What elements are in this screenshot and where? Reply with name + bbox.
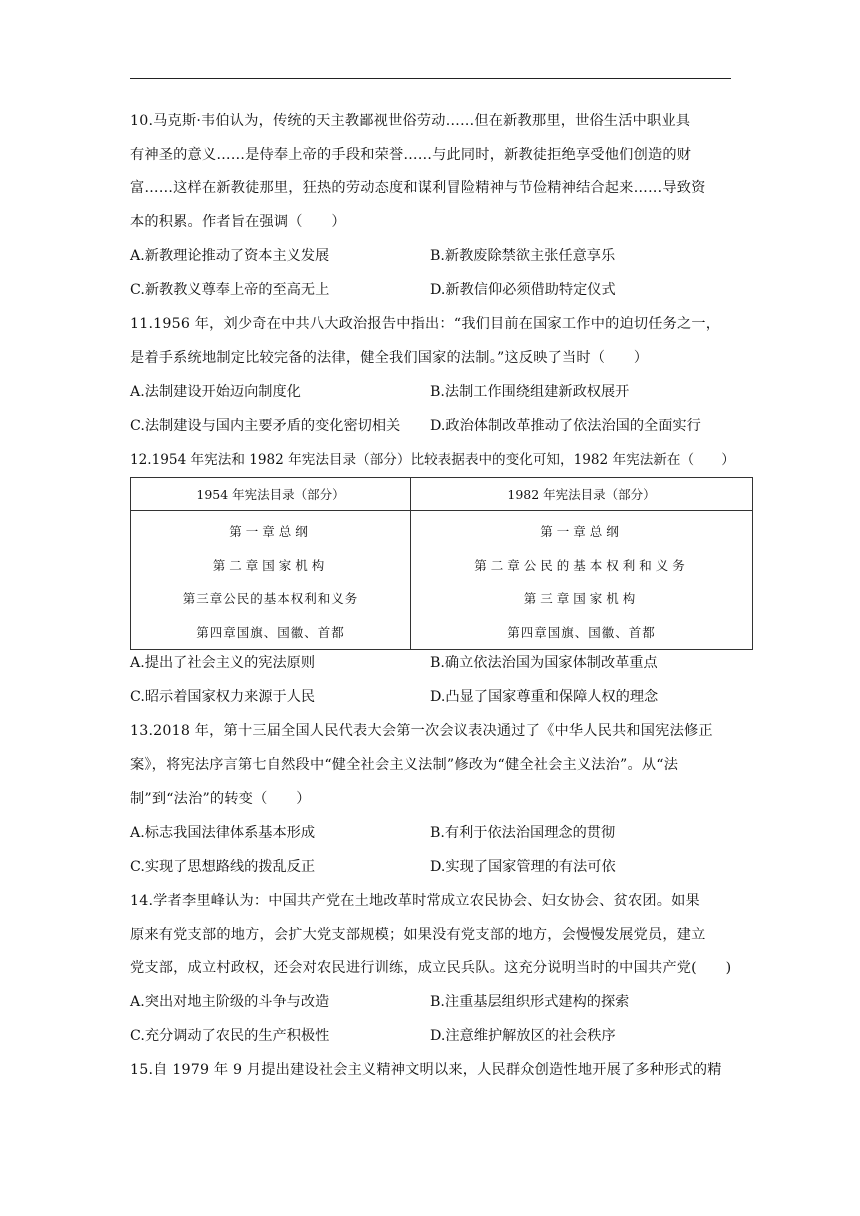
question-text: 原来有党支部的地方，会扩大党支部规模；如果没有党支部的地方，会慢慢发展党员，建立: [130, 927, 706, 943]
table-cell: 第三章国家机构: [523, 591, 640, 606]
option-d: D.新教信仰必须借助特定仪式: [430, 282, 616, 298]
table-cell: 第四章国旗、国徽、首都: [196, 624, 345, 640]
header-rule: [130, 78, 731, 79]
option-b: B.注重基层组织形式建构的探索: [430, 994, 630, 1010]
question-text: 10.马克斯·韦伯认为，传统的天主教鄙视世俗劳动……但在新教那里，世俗生活中职业具: [130, 113, 691, 129]
option-c: C.昭示着国家权力来源于人民: [130, 689, 316, 705]
option-d: D.政治体制改革推动了依法治国的全面实行: [430, 418, 701, 434]
option-c: C.新教教义尊奉上帝的至高无上: [130, 282, 330, 298]
option-a: A.突出对地主阶级的斗争与改造: [130, 994, 330, 1010]
question-text: 15.自 1979 年 9 月提出建设社会主义精神文明以来，人民群众创造性地开展了多种形式的精: [130, 1062, 722, 1078]
question-text: 富……这样在新教徒那里，狂热的劳动态度和谋利冒险精神与节俭精神结合起来……导致资: [130, 180, 706, 196]
constitution-comparison-table: [130, 477, 753, 650]
option-b: B.确立依法治国为国家体制改革重点: [430, 655, 658, 671]
option-c: C.充分调动了农民的生产积极性: [130, 1028, 330, 1044]
option-a: A.提出了社会主义的宪法原则: [130, 655, 316, 671]
table-cell: 第一章总纲: [540, 524, 623, 539]
table-cell: 第二章国家机构: [212, 557, 329, 573]
table-cell: 第三章公民的基本权利和义务: [182, 591, 359, 606]
table-column-1954: [131, 511, 411, 650]
option-c: C.实现了思想路线的拨乱反正: [130, 859, 316, 875]
option-c: C.法制建设与国内主要矛盾的变化密切相关: [130, 418, 401, 434]
table-cell: 第二章公民的基本权利和义务: [474, 557, 689, 573]
question-text: 案》，将宪法序言第七自然段中“健全社会主义法制”修改为“健全社会主义法治”。从“法: [130, 757, 679, 773]
question-text: 13.2018 年，第十三届全国人民代表大会第一次会议表决通过了《中华人民共和国宪法修正: [130, 723, 713, 739]
question-text: 是着手系统地制定比较完备的法律，健全我们国家的法制。”这反映了当时（ ）: [130, 350, 649, 366]
option-a: A.法制建设开始迈向制度化: [130, 384, 301, 400]
option-b: B.有利于依法治国理念的贯彻: [430, 825, 616, 841]
question-text: 12.1954 年宪法和 1982 年宪法目录（部分）比较表据表中的变化可知，1982 年宪法新在（ ）: [130, 452, 735, 468]
option-d: D.注意维护解放区的社会秩序: [430, 1028, 616, 1044]
question-text: 制”到“法治”的转变（ ）: [130, 791, 311, 807]
question-text: 有神圣的意义……是侍奉上帝的手段和荣誉……与此同时，新教徒拒绝享受他们创造的财: [130, 147, 692, 163]
table-header-1954: 1954 年宪法目录（部分）: [131, 478, 411, 511]
option-a: A.新教理论推动了资本主义发展: [130, 248, 330, 264]
table-cell: 第四章国旗、国徽、首都: [507, 624, 656, 640]
question-text: 14.学者李里峰认为：中国共产党在土地改革时常成立农民协会、妇女协会、贫农团。如果: [130, 893, 700, 909]
table-header-1982: 1982 年宪法目录（部分）: [411, 478, 753, 511]
table-column-1982: [411, 511, 753, 650]
option-d: D.实现了国家管理的有法可依: [430, 859, 616, 875]
option-d: D.凸显了国家尊重和保障人权的理念: [430, 689, 659, 705]
option-b: B.法制工作围绕组建新政权展开: [430, 384, 630, 400]
option-b: B.新教废除禁欲主张任意享乐: [430, 248, 616, 264]
table-cell: 第一章总纲: [229, 524, 312, 539]
question-text: 11.1956 年，刘少奇在中共八大政治报告中指出：“我们目前在国家工作中的迫切任务之一，: [130, 316, 721, 332]
question-text: 本的积累。作者旨在强调（ ）: [130, 214, 346, 230]
option-a: A.标志我国法律体系基本形成: [130, 825, 316, 841]
question-text: 党支部，成立村政权，还会对农民进行训练，成立民兵队。这充分说明当时的中国共产党( ): [130, 960, 732, 976]
